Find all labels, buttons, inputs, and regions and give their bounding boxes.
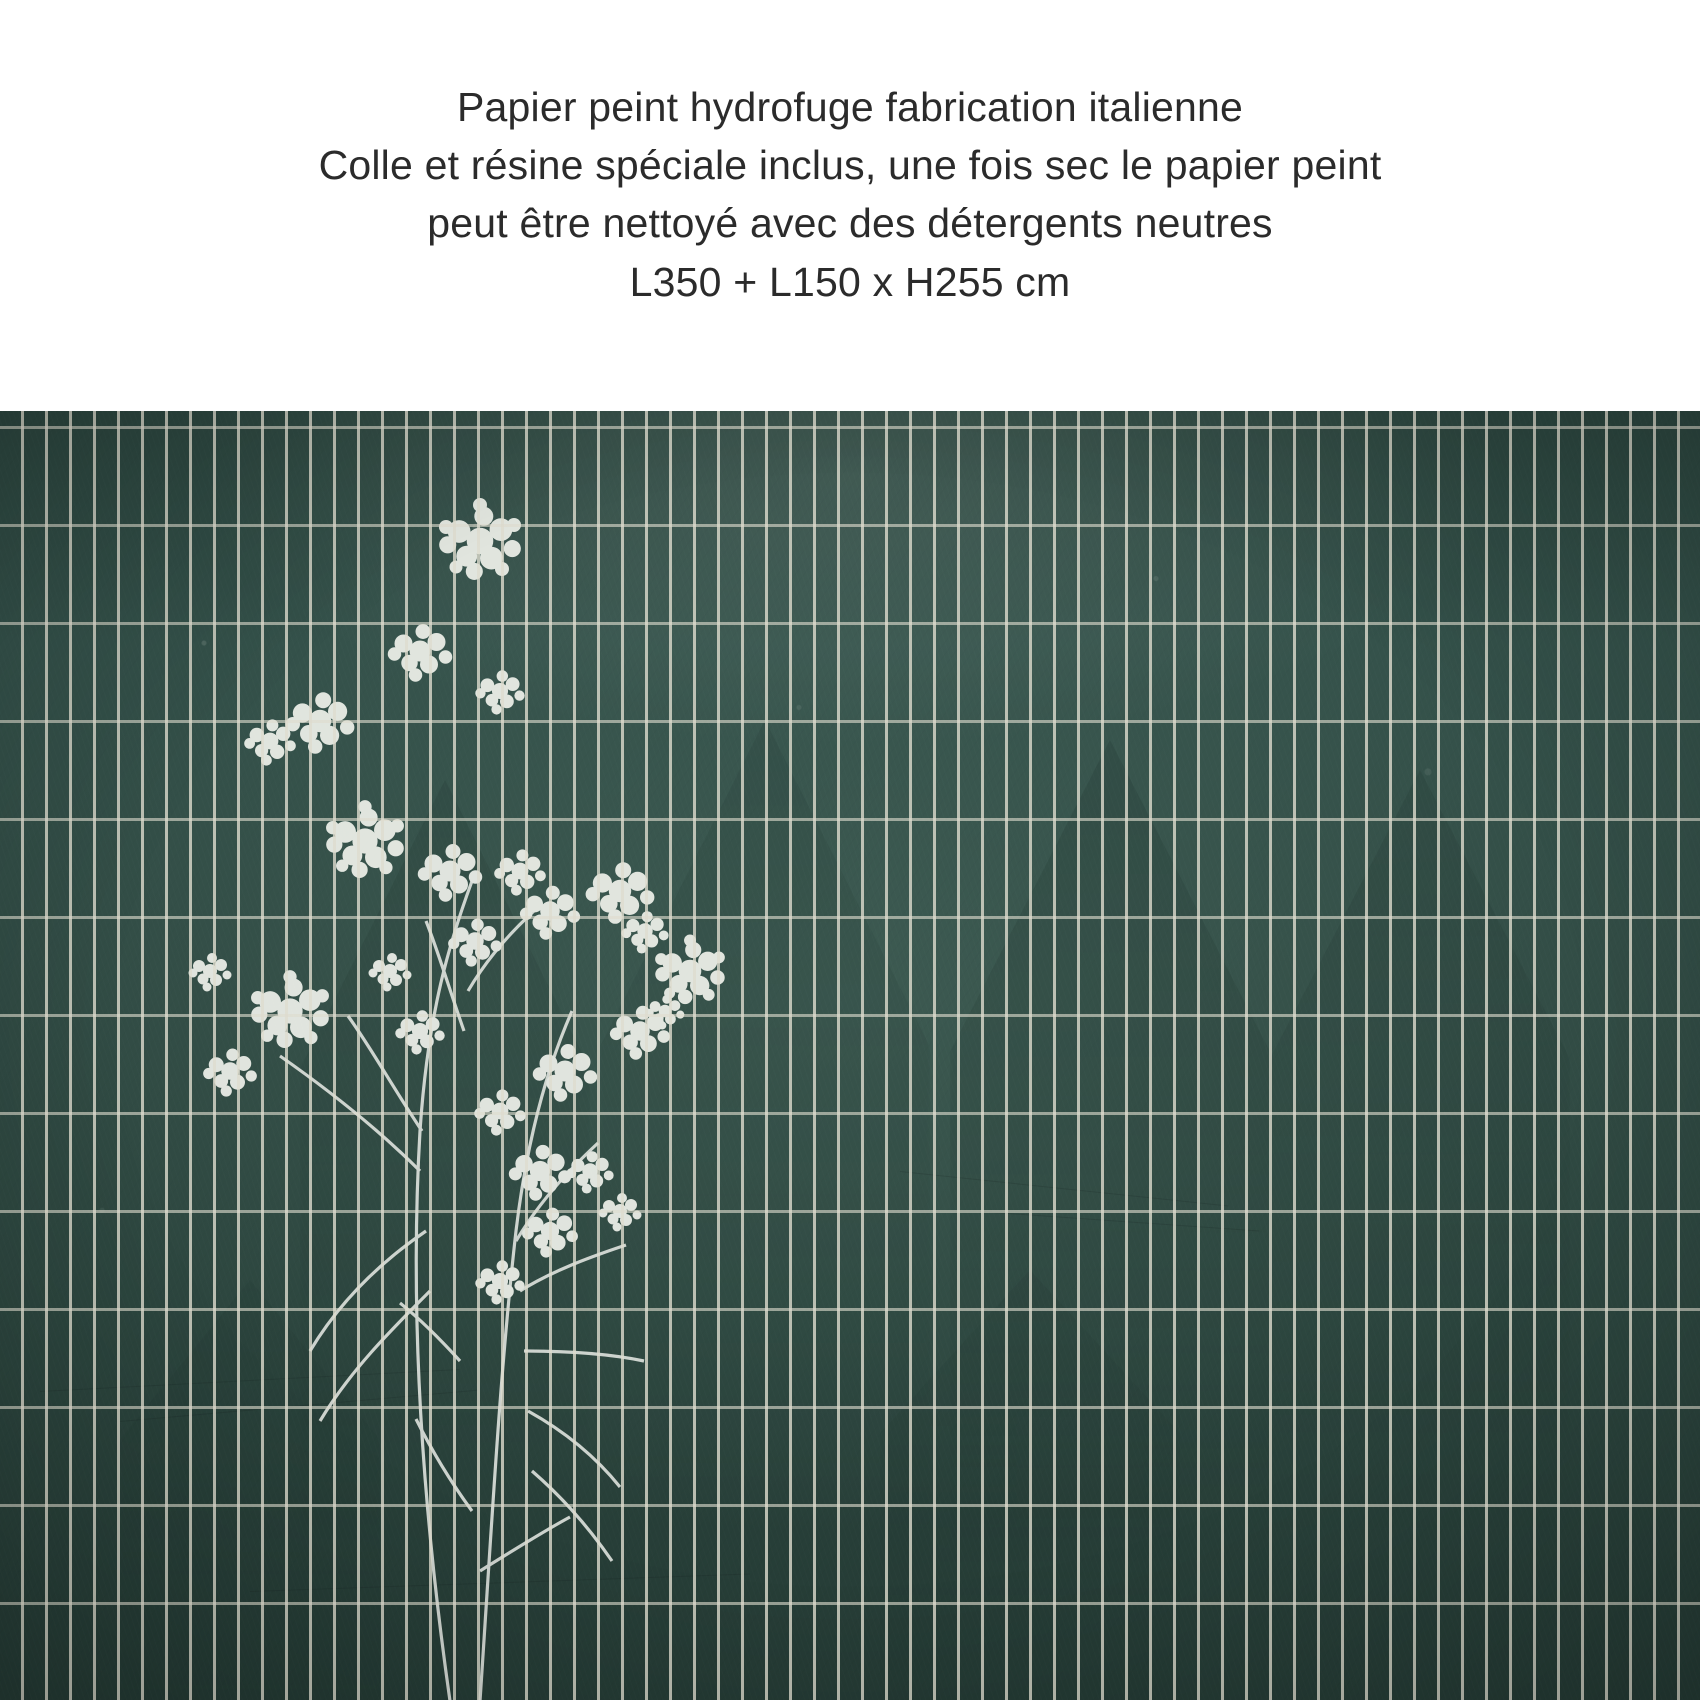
flower-heads (189, 498, 725, 1700)
wallpaper-photo (0, 411, 1700, 1700)
caption-line-1: Papier peint hydrofuge fabrication italienne (456, 84, 1244, 130)
flora-svg (120, 471, 880, 1700)
caption-line-3: peut être nettoyé avec des détergents neutres (427, 200, 1273, 247)
caption-line-4: L350 + L150 x H255 cm (629, 258, 1071, 305)
wildflower-silhouettes (120, 471, 880, 1700)
stems (280, 881, 644, 1700)
product-description-caption (0, 78, 1700, 311)
caption-line-2: Colle et résine spéciale inclus, une fois sec le papier peint (318, 142, 1382, 189)
